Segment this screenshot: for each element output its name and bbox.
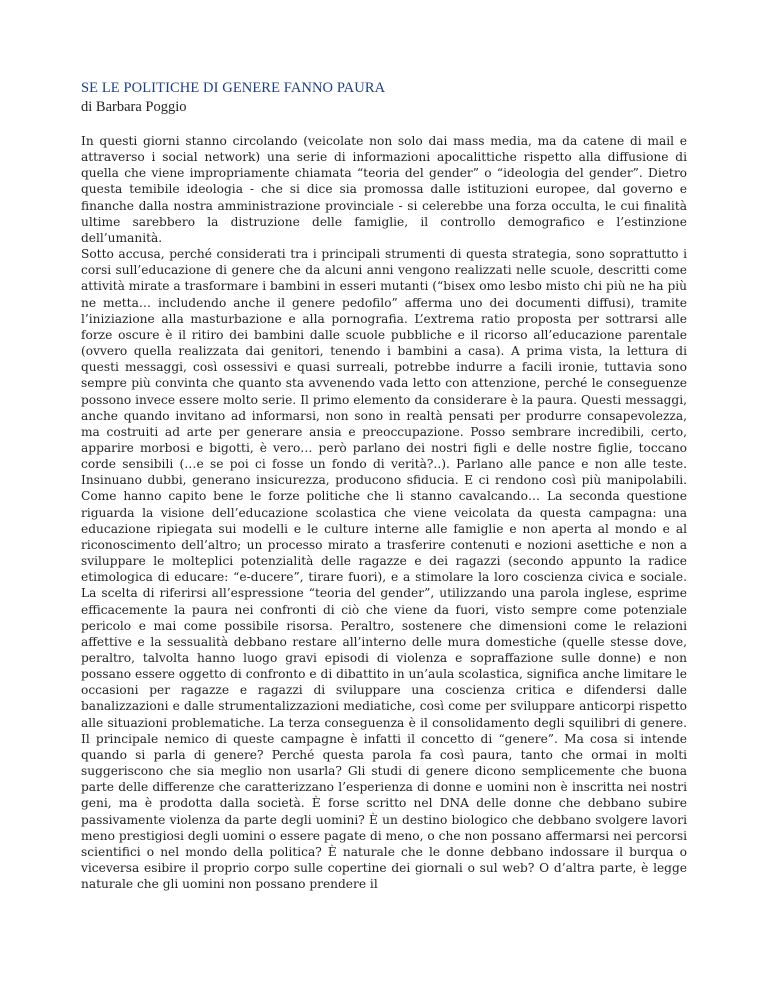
paragraph-main: Sotto accusa, perché considerati tra i principali strumenti di questa strategia, sono soprattutto i corsi sull’educazione di genere che da alcuni anni vengono realizzati nelle scuole, descritti come attività mirate a trasformare i bambini in esseri mutanti (“bisex omo lesbo misto chi più ne ha più ne metta… includendo anche il genere pedofilo” afferma uno dei documenti diffusi), tramite l’iniziazione alla masturbazione e alla pornografia. L’extrema ratio proposta per sottrarsi alle forze oscure è il ritiro dei bambini dalle scuole pubbliche e il ricorso all’educazione parentale (ovvero quella realizzata dai genitori, tenendo i bambini a casa). A prima vista, la lettura di questi messaggi, così ossessivi e quasi surreali, potrebbe indurre a facili ironie, tuttavia sono sempre più convinta che quanto sta avvenendo vada letto con attenzione, perché le conseguenze possono invece essere molto serie. Il primo elemento da considerare è la paura. Questi messaggi, anche quando invitano ad informarsi, non sono in realtà pensati per produrre consapevolezza, ma costruiti ad arte per generare ansia e preoccupazione. Posso sembrare incredibili, certo, apparire morbosi e bigotti, è vero… però parlano dei nostri figli e delle nostre figlie, toccano corde sensibili (…e se poi ci fosse un fondo di verità?..). Parlano alle pance e non alle teste. Insinuano dubbi, generano insicurezza, producono sfiducia. E ci rendono così più manipolabili. Come hanno capito bene le forze politiche che li stanno cavalcando… La seconda questione riguarda la visione dell’educazione scolastica che viene veicolata da questa campagna: una educazione ripiegata sui modelli e le culture interne alle famiglie e non aperta al mondo e al riconoscimento dell’altro; un processo mirato a trasferire contenuti e nozioni asettiche e non a sviluppare le molteplici potenzialità delle ragazze e dei ragazzi (secondo appunto la radice etimologica di educare: “e-ducere”, tirare fuori), e a stimolare la loro coscienza civica e sociale. La scelta di riferirsi all’espressione “teoria del gender”, utilizzando una parola inglese, esprime efficacemente la paura nei confronti di ciò che viene da fuori, visto sempre come potenziale pericolo e mai come possibile risorsa. Peraltro, sostenere che dimensioni come le relazioni affettive e la sessualità debbano restare all’interno delle mura domestiche (quelle stesse dove, peraltro, talvolta hanno luogo gravi episodi di violenza e sopraffazione sulle donne) e non possano essere oggetto di confronto e di dibattito in un’aula scolastica, significa anche limitare le occasioni per ragazze e ragazzi di sviluppare una coscienza critica e difendersi dalle banalizzazioni e dalle strumentalizzazioni mediatiche, così come per sviluppare anticorpi rispetto alle situazioni problematiche. La terza conseguenza è il consolidamento degli squilibri di genere. Il principale nemico di queste campagne è infatti il concetto di “genere”. Ma cosa si intende quando si parla di genere? Perché questa parola fa così paura, tanto che ormai in molti suggeriscono che sia meglio non usarla? Gli studi di genere dicono semplicemente che buona parte delle differenze che caratterizzano l’esperienza di donne e uomini non è inscritta nei nostri geni, ma è prodotta dalla società. È forse scritto nel DNA delle donne che debbano subire passivamente violenza da parte degli uomini? È un destino biologico che debbano svolgere lavori meno prestigiosi degli uomini o essere pagate di meno, o che non possano affermarsi nei percorsi scientifici o nel mondo della politica? È naturale che le donne debbano indossare il burqua o viceversa esibire il proprio corpo sulle copertine dei giornali o sul web? O d’altra parte, è legge naturale che gli uomini non possano prendere il — [81, 247, 687, 892]
paragraph-intro: In questi giorni stanno circolando (veicolate non solo dai mass media, ma da catene di mail e attraverso i social network) una serie di informazioni apocalittiche rispetto alla diffusione di quella che viene impropriamente chiamata “teoria del gender” o “ideologia del gender”. Dietro questa temibile ideologia - che si dice sia promossa dalle istituzioni europee, dal governo e finanche dalla nostra amministrazione provinciale - si celerebbe una forza occulta, le cui finalità ultime sarebbero la distruzione delle famiglie, il controllo demografico e l’estinzione dell’umanità. — [81, 134, 687, 245]
article-title: SE LE POLITICHE DI GENERE FANNO PAURA — [81, 80, 386, 96]
article-author: di Barbara Poggio — [81, 99, 187, 115]
article-body — [81, 133, 687, 892]
document-page — [81, 79, 687, 892]
